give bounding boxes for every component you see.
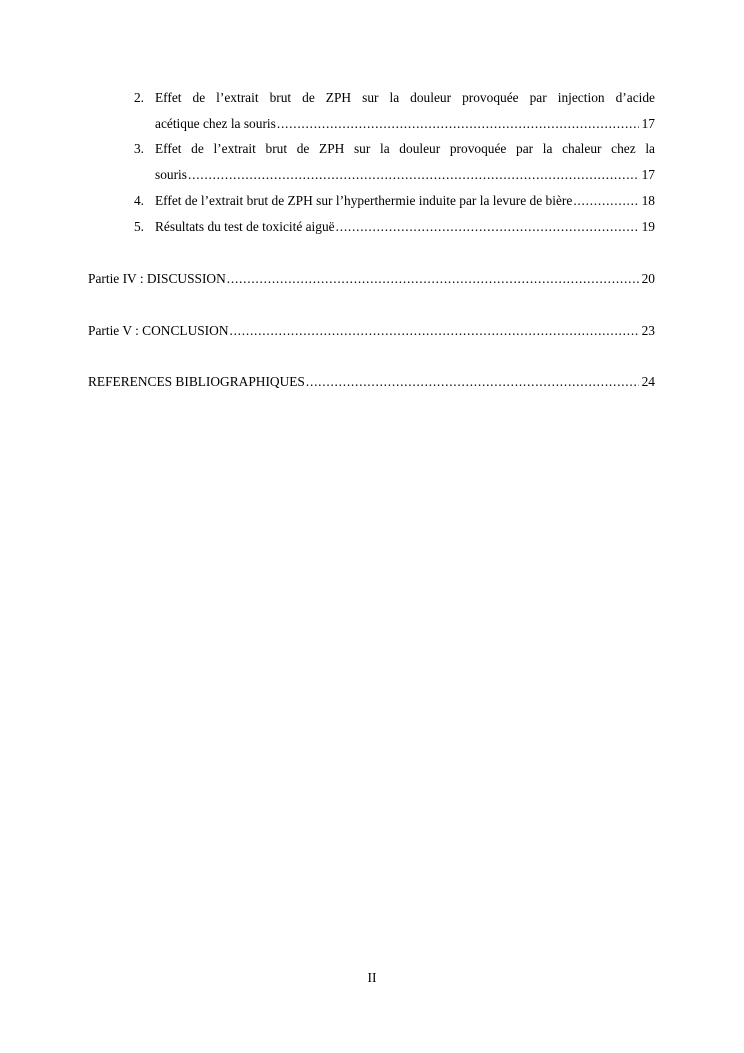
dot-leader — [573, 193, 638, 209]
toc-part-entry[interactable] — [88, 323, 655, 339]
toc-part-entry[interactable] — [88, 374, 655, 390]
toc-part-title: Partie IV : DISCUSSION — [88, 271, 226, 286]
toc-entry[interactable] — [155, 167, 655, 183]
toc-item-number: 4. — [133, 193, 144, 208]
toc-page-number: 20 — [641, 271, 655, 286]
dot-leader — [227, 271, 639, 287]
dot-leader — [306, 374, 639, 390]
toc-page-number: 24 — [641, 374, 655, 389]
toc-item-title-line: Effet de l’extrait brut de ZPH sur la douleur provoquée par injection d’acide — [155, 90, 655, 105]
toc-item-title-line: Effet de l’extrait brut de ZPH sur la douleur provoquée par la chaleur chez la — [155, 141, 655, 156]
toc-item-title-line: Résultats du test de toxicité aiguë — [155, 219, 335, 234]
toc-part-title: REFERENCES BIBLIOGRAPHIQUES — [88, 374, 305, 389]
toc-item-title-line: souris — [155, 167, 187, 182]
toc-part-title: Partie V : CONCLUSION — [88, 323, 229, 338]
toc-page-number: 19 — [641, 219, 655, 234]
toc-item-number: 2. — [133, 90, 144, 105]
toc-item-number: 5. — [133, 219, 144, 234]
toc-item-title-line: acétique chez la souris — [155, 116, 276, 131]
dot-leader — [229, 323, 638, 339]
toc-entry[interactable] — [155, 219, 655, 235]
toc-entry[interactable] — [155, 193, 655, 209]
toc-entry[interactable] — [155, 116, 655, 132]
toc-page-number: 18 — [641, 193, 655, 208]
toc-part-entry[interactable] — [88, 271, 655, 287]
toc-item-title-line: Effet de l’extrait brut de ZPH sur l’hyperthermie induite par la levure de bière — [155, 193, 573, 208]
dot-leader — [336, 219, 639, 235]
toc-page-number: 23 — [641, 323, 655, 338]
toc-item-number: 3. — [133, 141, 144, 156]
page-number-footer: II — [367, 970, 377, 985]
toc-page-number: 17 — [641, 167, 655, 182]
dot-leader — [277, 116, 639, 132]
toc-page-number: 17 — [641, 116, 655, 131]
dot-leader — [188, 167, 639, 183]
